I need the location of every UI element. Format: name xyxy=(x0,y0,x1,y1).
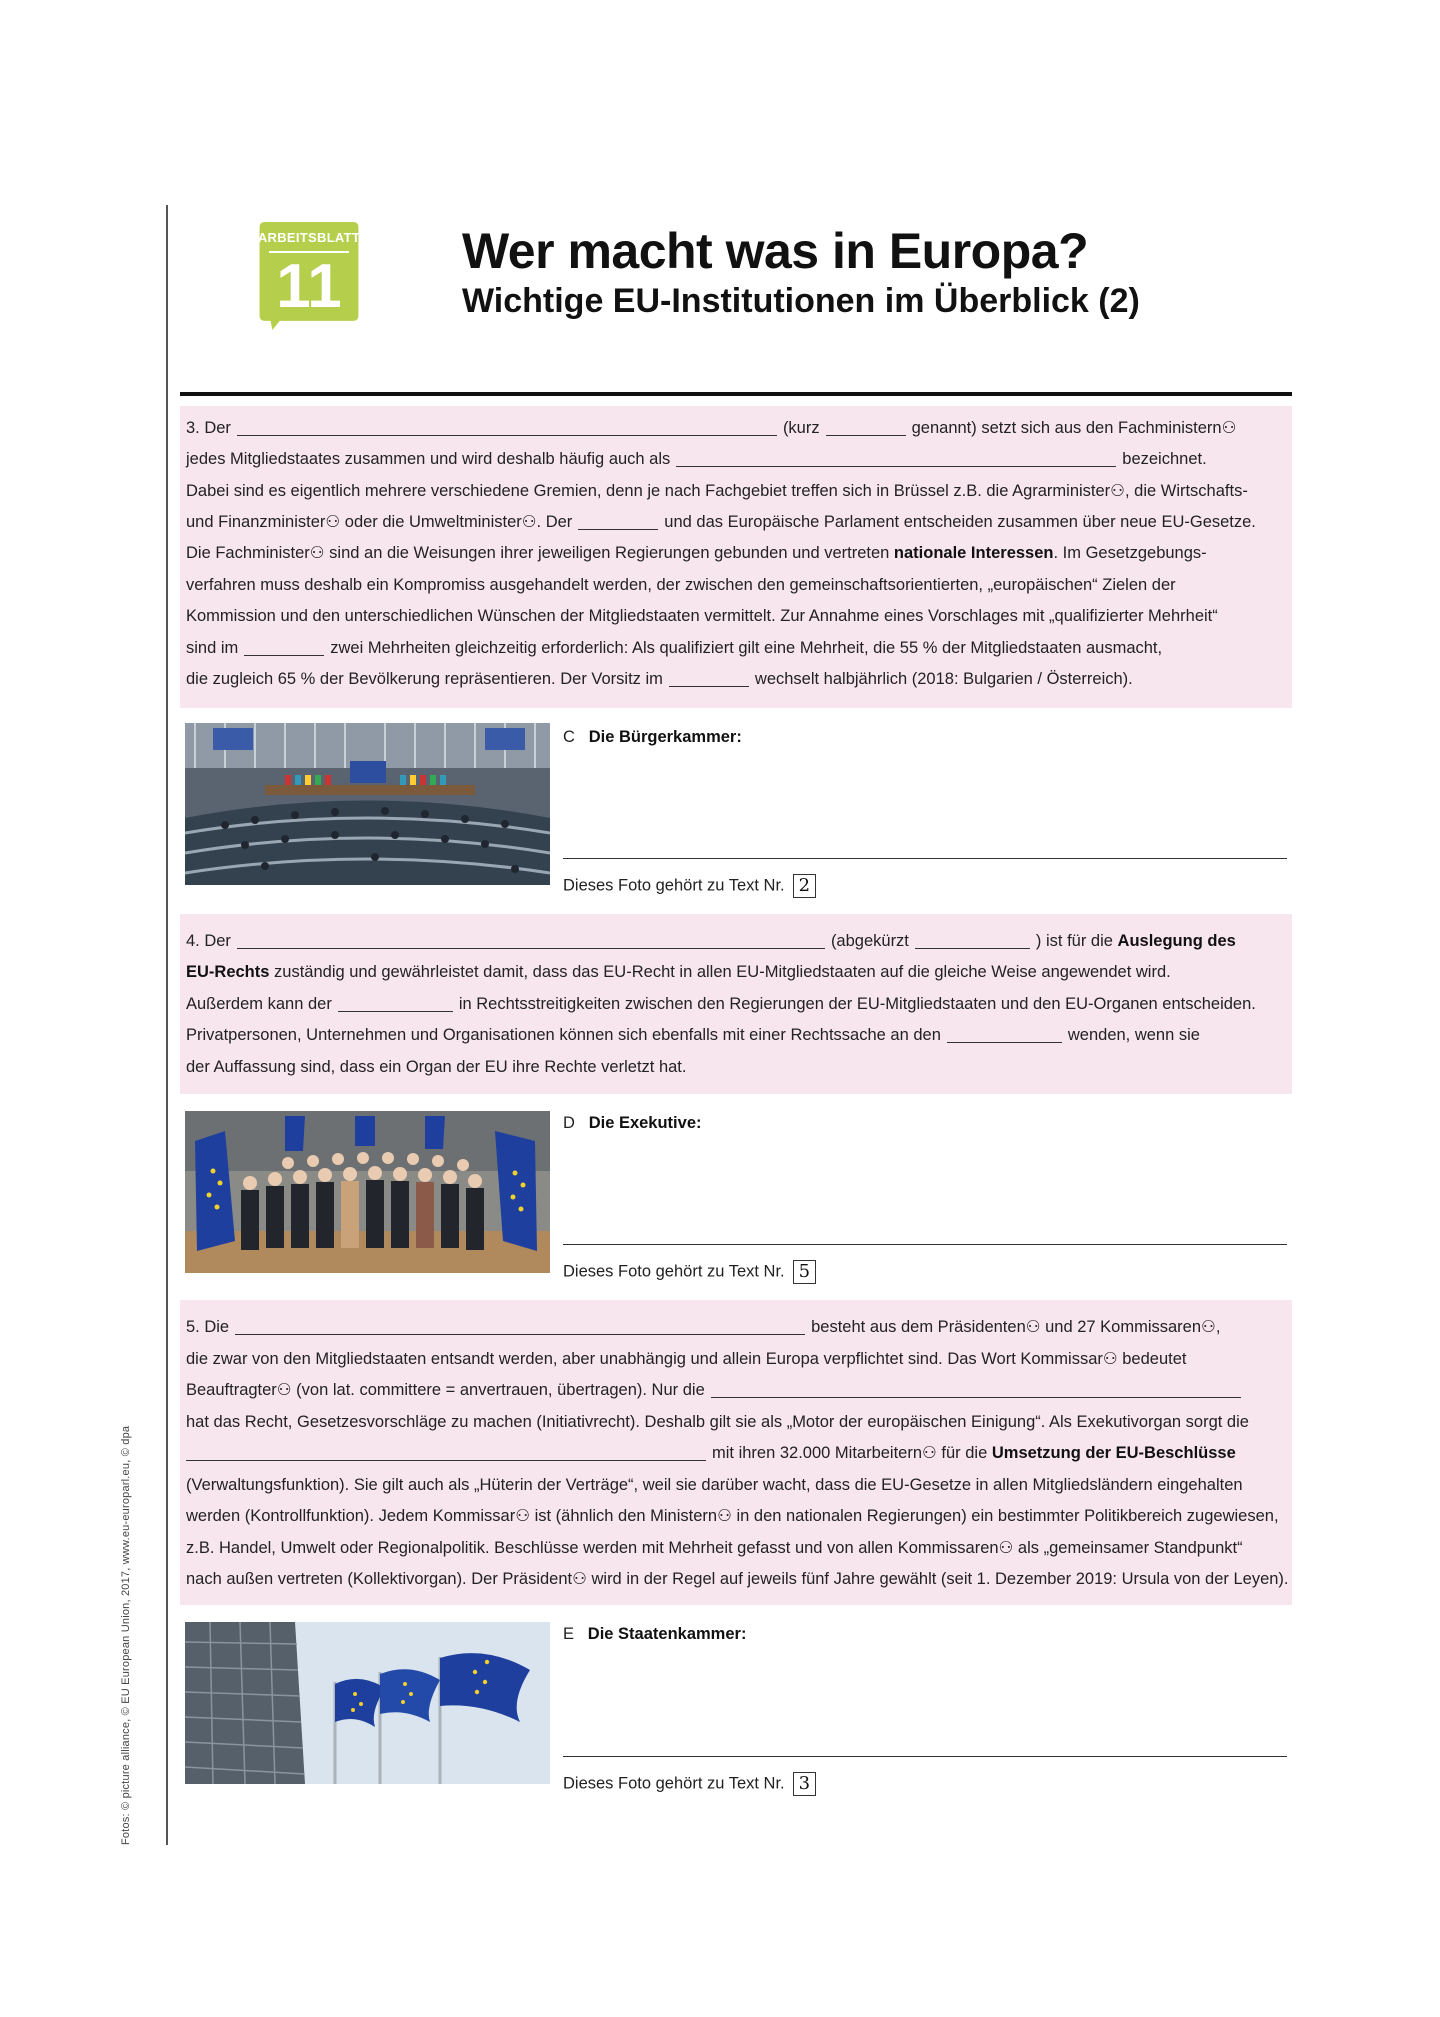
fill-blank[interactable] xyxy=(669,672,749,687)
page-title: Wer macht was in Europa? xyxy=(462,223,1089,279)
page-subtitle: Wichtige EU-Institutionen im Überblick (2) xyxy=(462,282,1140,320)
text4-line2: EU-Rechts zuständig und gewährleistet damit, dass das EU-Recht in allen EU-Mitgliedstaaten auf die gleiche Weise angewendet wird. xyxy=(186,963,1171,981)
photo-parliament xyxy=(185,723,550,885)
text4-line5: der Auffassung sind, dass ein Organ der EU ihre Rechte verletzt hat. xyxy=(186,1058,687,1076)
photo-flags xyxy=(185,1622,550,1784)
fill-blank[interactable] xyxy=(237,934,825,949)
text5-line9: nach außen vertreten (Kollektivorgan). Der Präsident⚇ wird in der Regel auf jeweils fünf Jahre gewählt (seit 1. Dezember 2019: Ursula von der Leyen). xyxy=(186,1570,1289,1588)
text3-line1: 3. Der (kurz genannt) setzt sich aus den Fachministern⚇ xyxy=(186,419,1237,437)
fill-blank[interactable] xyxy=(826,421,906,436)
text5-line5: mit ihren 32.000 Mitarbeitern⚇ für die Umsetzung der EU-Beschlüsse xyxy=(186,1438,1236,1469)
text3-line2: jedes Mitgliedstaates zusammen und wird deshalb häufig auch als bezeichnet. xyxy=(186,450,1207,468)
fill-blank[interactable] xyxy=(578,515,658,530)
fill-blank[interactable] xyxy=(915,934,1030,949)
foto-nr-e: Dieses Foto gehört zu Text Nr. 3 xyxy=(563,1772,816,1796)
text5-line1: 5. Die besteht aus dem Präsidenten⚇ und 27 Kommissaren⚇, xyxy=(186,1318,1221,1336)
header-rule xyxy=(180,392,1292,396)
foto-nr-box[interactable]: 5 xyxy=(793,1260,816,1284)
answer-line[interactable] xyxy=(563,1756,1287,1757)
fill-blank[interactable] xyxy=(244,641,324,656)
foto-nr-d: Dieses Foto gehört zu Text Nr. 5 xyxy=(563,1260,816,1284)
fill-blank[interactable] xyxy=(186,1446,706,1461)
text4-line3: Außerdem kann der in Rechtsstreitigkeiten zwischen den Regierungen der EU-Mitgliedstaaten und den EU-Organen entscheiden. xyxy=(186,995,1256,1013)
flags-image xyxy=(185,1622,550,1784)
text3-line5: Die Fachminister⚇ sind an die Weisungen ihrer jeweiligen Regierungen gebunden und vertreten nationale Interessen. Im Gesetzgebungs- xyxy=(186,544,1207,562)
text3-line7: Kommission und den unterschiedlichen Wünschen der Mitgliedstaaten vermittelt. Zur Annahme eines Vorschlages mit „qualifizierter Mehrheit“ xyxy=(186,607,1218,625)
photo-credit: Fotos: © picture alliance, © EU European Union, 2017, www.eu-europarl.eu, © dpa xyxy=(120,1425,132,1845)
text5-line8: z.B. Handel, Umwelt oder Regionalpolitik. Beschlüsse werden mit Mehrheit gefasst und von allen Kommissaren⚇ als „gemeinsamer Standpunkt“ xyxy=(186,1539,1243,1557)
text4-line4: Privatpersonen, Unternehmen und Organisationen können sich ebenfalls mit einer Rechtssache an den wenden, wenn sie xyxy=(186,1026,1200,1044)
text5-line4: hat das Recht, Gesetzesvorschläge zu machen (Initiativrecht). Deshalb gilt sie als „Motor der europäischen Einigung“. Als Exekutivorgan sorgt die xyxy=(186,1413,1249,1431)
text5-line2: die zwar von den Mitgliedstaaten entsandt werden, aber unabhängig und allein Europa verpflichtet sind. Das Wort Kommissar⚇ bedeutet xyxy=(186,1350,1187,1368)
text5-line3: Beauftragter⚇ (von lat. committere = anvertrauen, übertragen). Nur die xyxy=(186,1375,1247,1406)
commission-image xyxy=(185,1111,550,1273)
answer-line[interactable] xyxy=(563,858,1287,859)
fill-blank[interactable] xyxy=(947,1028,1062,1043)
text3-line3: Dabei sind es eigentlich mehrere verschiedene Gremien, denn je nach Fachgebiet treffen sich in Brüssel z.B. die Agrarminister⚇, die Wirtschafts- xyxy=(186,482,1248,500)
text3-line4: und Finanzminister⚇ oder die Umweltminister⚇. Der und das Europäische Parlament entscheiden zusammen über neue EU-Gesetze. xyxy=(186,513,1256,531)
badge-number: 11 xyxy=(276,252,342,321)
foto-nr-c: Dieses Foto gehört zu Text Nr. 2 xyxy=(563,874,816,898)
text5-line6: (Verwaltungsfunktion). Sie gilt auch als „Hüterin der Verträge“, weil sie darüber wacht, dass die EU-Gesetze in allen Mitgliedsländern eingehalten xyxy=(186,1476,1243,1494)
foto-nr-box[interactable]: 3 xyxy=(793,1772,816,1796)
fill-blank[interactable] xyxy=(676,452,1116,467)
fill-blank[interactable] xyxy=(338,997,453,1012)
fill-blank[interactable] xyxy=(237,421,777,436)
fill-blank[interactable] xyxy=(711,1383,1241,1398)
text3-line8: sind im zwei Mehrheiten gleichzeitig erforderlich: Als qualifiziert gilt eine Mehrheit, die 55 % der Mitgliedstaaten ausmacht, xyxy=(186,639,1163,657)
margin-line xyxy=(166,205,168,1845)
text3-line6: verfahren muss deshalb ein Kompromiss ausgehandelt werden, der zwischen den gemeinschaftsorientierten, „europäischen“ Zielen der xyxy=(186,576,1176,594)
text4-line1: 4. Der (abgekürzt ) ist für die Auslegung des xyxy=(186,932,1236,950)
answer-line[interactable] xyxy=(563,1244,1287,1245)
photo-commission xyxy=(185,1111,550,1273)
text3-line9: die zugleich 65 % der Bevölkerung repräsentieren. Der Vorsitz im wechselt halbjährlich (2018: Bulgarien / Österreich). xyxy=(186,670,1133,688)
text5-line7: werden (Kontrollfunktion). Jedem Kommissar⚇ ist (ähnlich den Ministern⚇ in den nationalen Regierungen) ein bestimmter Politikbereich zugewiesen, xyxy=(186,1507,1279,1525)
section-e-label: E Die Staatenkammer: xyxy=(563,1625,747,1643)
worksheet-badge xyxy=(255,222,363,330)
fill-blank[interactable] xyxy=(235,1320,805,1335)
badge-label: ARBEITSBLATT xyxy=(257,230,361,245)
foto-nr-box[interactable]: 2 xyxy=(793,874,816,898)
parliament-image xyxy=(185,723,550,885)
section-c-label: C Die Bürgerkammer: xyxy=(563,728,742,746)
section-d-label: D Die Exekutive: xyxy=(563,1114,702,1132)
